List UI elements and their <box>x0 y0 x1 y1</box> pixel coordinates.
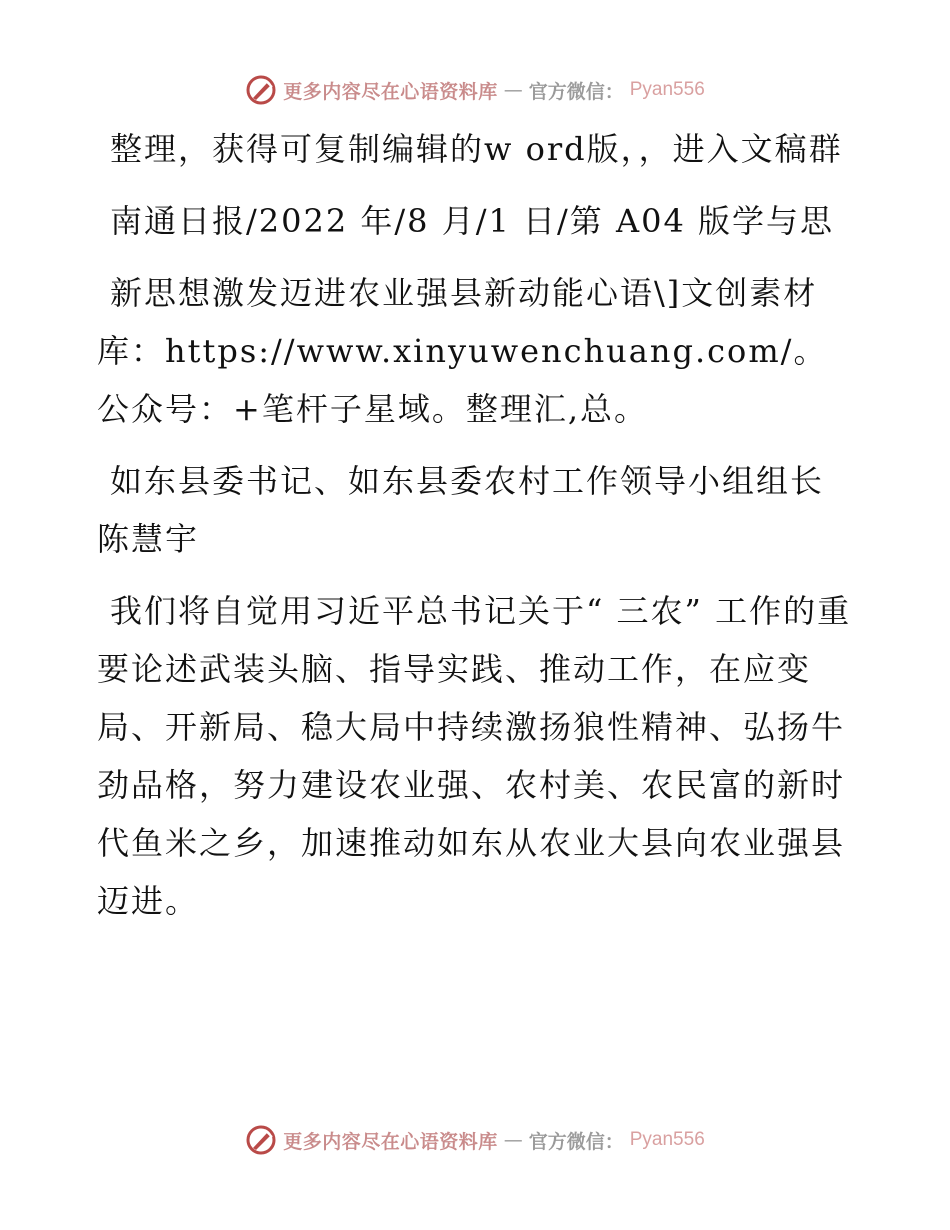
paragraph-body: 我们将自觉用习近平总书记关于“ 三农” 工作的重要论述武装头脑、指导实践、推动工作，在应变局、开新局、稳大局中持续激扬狼性精神、弘扬牛劲品格，努力建设农业强、农村美、农民富的新时代鱼米之乡，加速推动如东从农业大县向农业强县迈进。 <box>97 592 852 920</box>
paragraph-title: 新思想激发迈进农业强县新动能心语\]文创素材库：https://www.xinyuwenchuang.com/。公众号：+笔杆子星域。整理汇,总。 <box>97 274 828 428</box>
paragraph-source-line: 南通日报/2022 年/8 月/1 日/第 A04 版学与思 <box>110 202 834 240</box>
watermark-dash: — <box>503 79 523 101</box>
footer-watermark <box>0 1120 950 1160</box>
header-watermark <box>0 70 950 110</box>
paragraph-author: 如东县委书记、如东县委农村工作领导小组组长陈慧宇 <box>97 462 825 558</box>
watermark-wechat-id: Pyan556 <box>629 1129 705 1150</box>
quill-seal-icon <box>245 74 277 106</box>
watermark-wechat-label: 官方微信： <box>528 1130 624 1153</box>
watermark-wechat-id: Pyan556 <box>629 79 705 100</box>
watermark-wechat-label: 官方微信： <box>528 80 624 103</box>
quill-seal-icon <box>245 1124 277 1156</box>
document-body <box>97 120 857 944</box>
watermark-dash: — <box>503 1129 523 1151</box>
watermark-text: 更多内容尽在心语资料库 <box>283 1130 498 1153</box>
watermark-text: 更多内容尽在心语资料库 <box>283 80 498 103</box>
paragraph-1: 整理，获得可复制编辑的w ord版，，进入文稿群 <box>110 130 843 168</box>
